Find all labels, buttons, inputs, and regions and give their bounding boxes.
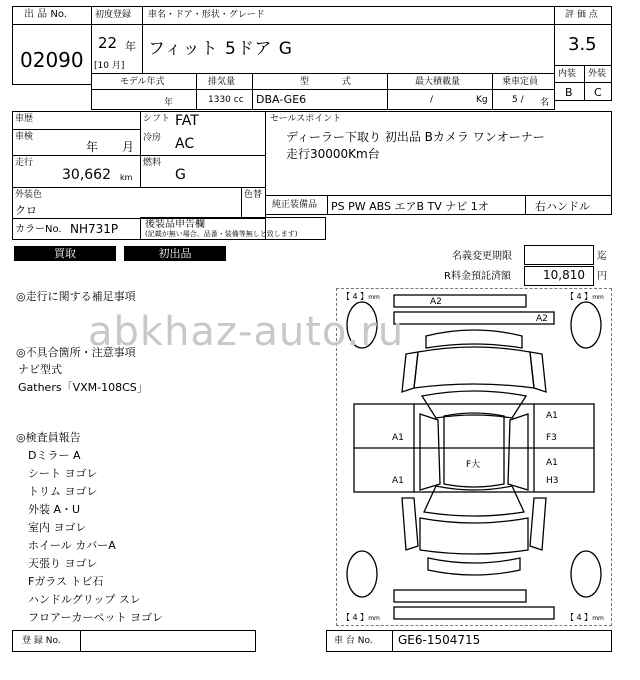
- reg-year: 22: [98, 34, 118, 52]
- damage-mark-a2-right: A2: [536, 314, 548, 324]
- score-label: 評 価 点: [565, 10, 598, 20]
- name-change-label: 名義変更期限: [452, 251, 512, 262]
- displacement: 1330 cc: [208, 95, 244, 105]
- defect-notes-label: ◎不具合箇所・注意事項: [16, 346, 136, 359]
- tire-depth-tl: 【 4 】mm: [342, 292, 380, 301]
- ac-value: AC: [175, 136, 195, 152]
- post-note: (記載が無い場合、品番・装備等無しと致します): [145, 230, 298, 238]
- kaitori-badge: 買取: [14, 246, 116, 261]
- damage-mark-a1-right-mid: A1: [546, 458, 558, 468]
- inspector-line-5: 室内 ヨゴレ: [28, 521, 87, 534]
- capacity-label: 乗車定員: [502, 77, 539, 87]
- recycle-unit: 円: [597, 271, 607, 282]
- first-reg-label: 初度登録: [95, 10, 132, 20]
- equipment-label: 純正装備品: [272, 200, 318, 210]
- displacement-label: 排気量: [208, 77, 236, 87]
- damage-mark-a1-right-top: A1: [546, 411, 558, 421]
- damage-mark-f3: F3: [546, 433, 557, 443]
- sales-point-label: セールスポイント: [270, 114, 342, 124]
- reg-month: [10 月]: [94, 61, 125, 71]
- first-listing-badge: 初出品: [124, 246, 226, 261]
- model-year-unit: 年: [164, 98, 174, 108]
- damage-mark-a2-top: A2: [430, 297, 442, 307]
- type-label: 型 式: [300, 77, 351, 87]
- ac-label: 冷房: [143, 133, 162, 143]
- inspector-line-7: 天張り ヨゴレ: [28, 557, 98, 570]
- name-change-box: [524, 245, 594, 265]
- exterior-label: 外装: [588, 69, 607, 79]
- inspector-line-2: シート ヨゴレ: [28, 467, 98, 480]
- exterior-grade: C: [594, 86, 602, 99]
- color-no-label: カラーNo.: [15, 224, 62, 235]
- max-load: /: [430, 95, 434, 105]
- interior-grade: B: [565, 86, 573, 99]
- reg-no-label: 登 録 No.: [22, 636, 61, 646]
- defect-line-2: Gathers「VXM-108CS」: [18, 381, 148, 394]
- mileage-value: 30,662: [62, 167, 111, 183]
- watermark-text: abkhaz-auto.ru: [88, 309, 405, 355]
- history-label: 車歴: [15, 114, 34, 124]
- inspector-line-4: 外装 A・U: [28, 503, 81, 516]
- shift-value: FAT: [175, 113, 199, 129]
- capacity: 5 /: [512, 95, 524, 105]
- reg-year-unit: 年: [125, 40, 136, 53]
- fuel-value: G: [175, 167, 186, 183]
- color-change-label: 色替: [244, 190, 263, 200]
- post-label: 後装品申告欄: [145, 219, 205, 230]
- sales-point-line1: ディーラー下取り 初出品 Bカメラ ワンオーナー: [286, 130, 545, 144]
- recycle-value: 10,810: [543, 268, 585, 282]
- inspector-line-3: トリム ヨゴレ: [28, 485, 98, 498]
- lot-number: 02090: [20, 48, 84, 72]
- damage-mark-a1-left-front: A1: [392, 433, 404, 443]
- tire-depth-bl: 【 4 】mm: [342, 613, 380, 622]
- interior-label: 内装: [558, 69, 577, 79]
- ext-color-value: クロ: [15, 204, 37, 217]
- fuel-label: 燃料: [143, 158, 162, 168]
- lot-label: 出 品 No.: [24, 9, 67, 20]
- tire-depth-br: 【 4 】mm: [566, 613, 604, 622]
- damage-mark-roof: F大: [466, 460, 481, 470]
- mileage-unit: km: [120, 173, 133, 182]
- inspector-line-10: フロアーカーペット ヨゴレ: [28, 611, 163, 624]
- inspector-line-8: Fガラス トビ石: [28, 575, 104, 588]
- color-no-value: NH731P: [70, 222, 119, 236]
- model-name: フィット 5ドア G: [148, 39, 293, 59]
- model-year-label: モデル年式: [120, 77, 165, 87]
- equipment-items: PS PW ABS エアB TV ナビ 1オ: [331, 200, 489, 213]
- chassis-no-value: GE6-1504715: [398, 633, 481, 647]
- capacity-unit: 名: [540, 98, 550, 108]
- max-load-label: 最大積載量: [415, 77, 461, 87]
- damage-mark-a1-left-rear: A1: [392, 476, 404, 486]
- handle-value: 右ハンドル: [535, 200, 590, 213]
- name-change-unit: 迄: [597, 251, 607, 262]
- chassis-no-label: 車 台 No.: [334, 636, 373, 646]
- shift-label: シフト: [143, 114, 171, 124]
- inspection-month: 月: [122, 140, 135, 154]
- inspector-report-label: ◎検査員報告: [16, 431, 81, 444]
- type-value: DBA-GE6: [256, 93, 307, 106]
- driving-notes-label: ◎走行に関する補足事項: [16, 290, 136, 303]
- inspector-line-1: Dミラー A: [28, 449, 81, 462]
- inspection-label: 車検: [15, 132, 34, 142]
- model-label: 車名・ドア・形状・グレード: [148, 10, 265, 20]
- inspector-line-6: ホイール カバーA: [28, 539, 116, 552]
- mileage-label: 走行: [15, 158, 34, 168]
- max-load-unit: Kg: [476, 95, 488, 105]
- defect-line-1: ナビ型式: [18, 363, 62, 376]
- ext-color-label: 外装色: [15, 190, 43, 200]
- score-value: 3.5: [568, 34, 597, 55]
- sales-point-line2: 走行30000Km台: [286, 147, 380, 161]
- recycle-label: R料金預託済額: [444, 271, 511, 282]
- inspection-year: 年: [86, 140, 99, 154]
- tire-depth-tr: 【 4 】mm: [566, 292, 604, 301]
- damage-mark-h3: H3: [546, 476, 559, 486]
- inspector-line-9: ハンドルグリップ スレ: [28, 593, 141, 606]
